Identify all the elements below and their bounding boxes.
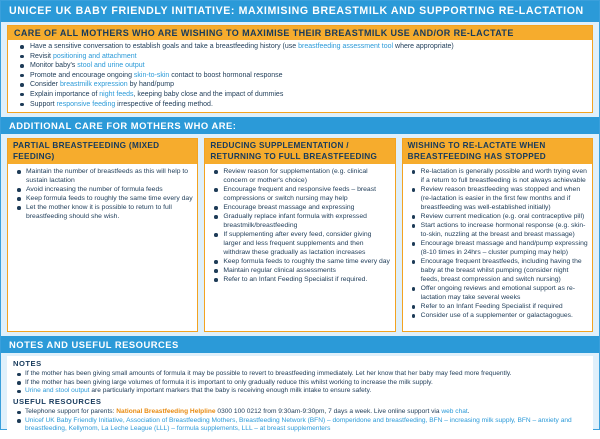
list-item: Keep formula feeds to roughly the same time every day (223, 258, 390, 266)
list-item: Gradually replace infant formula with expressed breastmilk/breastfeeding (223, 212, 390, 230)
item-text: Have a sensitive conversation to establish goals and take a breastfeeding history (use (30, 43, 299, 50)
notes-resources-box (7, 356, 593, 438)
care-all-list (8, 42, 592, 109)
list-item (30, 42, 586, 52)
breastmilk-expression-link[interactable]: breastmilk expression (59, 81, 128, 89)
item-text: are particularly important markers that the baby is receiving enough milk intake to ensure safety. (89, 386, 372, 394)
item-text: by hand/pump (127, 81, 174, 89)
item-text: 0300 100 0212 from 9:30am-9:30pm, 7 days a week. Live online support via (215, 408, 442, 416)
item-text: contact to boost hormonal response (169, 71, 283, 79)
column-list (8, 167, 197, 221)
list-item (30, 80, 586, 90)
item-text: , keeping baby close and the impact of dummies (133, 90, 284, 98)
item-text: If the mother has been giving large volumes of formula it is important to only gradually reduce this whilst working to increase the milk supply. (25, 378, 433, 386)
list-item: Encourage frequent and responsive feeds – breast compressions or switch nursing may help (223, 185, 390, 203)
item-text: If the mother has been giving small amounts of formula it may be possible to revert to breastfeeding immediately. Let her know that her baby may feed more frequently. (25, 370, 512, 378)
item-text: Promote and encourage ongoing (30, 71, 134, 79)
list-item: Consider use of a supplementer or galactagogues. (421, 311, 588, 320)
resources-label: USEFUL RESOURCES (13, 397, 102, 407)
column-list (205, 167, 394, 284)
list-item (25, 408, 581, 416)
list-item: Maintain the number of breastfeeds as this will help to sustain lactation (26, 167, 193, 185)
list-item (25, 379, 581, 387)
additional-care-columns (1, 138, 599, 332)
list-item: Review reason for supplementation (e.g. clinical concern or mother's choice) (223, 167, 390, 185)
list-item: Start actions to increase hormonal response (e.g. skin-to-skin, nuzzling at the breast and breast massage) (421, 221, 588, 239)
care-all-heading: CARE OF ALL MOTHERS WHO ARE WISHING TO MAXIMISE THEIR BREASTMILK USE AND/OR RE-LACTATE (8, 26, 592, 40)
list-item: Re-lactation is generally possible and worth trying even if a return to full breastfeeding is not always achievable (420, 168, 587, 185)
positioning-attachment-link[interactable]: positioning and attachment (52, 52, 137, 60)
column-list (403, 167, 592, 320)
column-heading: REDUCING SUPPLEMENTATION / RETURNING TO FULL BREASTFEEDING (205, 139, 394, 164)
night-feeds-link[interactable]: night feeds (99, 90, 134, 98)
item-text: Telephone support for parents: (25, 408, 117, 416)
helpline-name: National Breastfeeding Helpline (116, 408, 216, 416)
resource-links[interactable]: Unicef UK Baby Friendly Initiative, Association of Breastfeeding Mothers, Breastfeeding Network (BFN) – domperidone and breastfeeding, BFN – increasing milk supply, BFN – anxiety and breastfeeding, Kellymom, La Leche League (LLL) – formula supplements, LLL – at breast supplementers (25, 416, 572, 433)
notes-label: NOTES (13, 359, 42, 369)
list-item (25, 370, 581, 378)
list-item (30, 52, 586, 62)
notes-resources-heading: NOTES AND USEFUL RESOURCES (1, 336, 599, 353)
skin-to-skin-link[interactable]: skin-to-skin (133, 71, 170, 79)
list-item: Keep formula feeds to roughly the same time every day (26, 195, 193, 203)
breastfeeding-assessment-tool-link[interactable]: breastfeeding assessment tool (298, 43, 394, 50)
item-text: Revisit (30, 52, 53, 60)
list-item (25, 387, 581, 395)
stool-urine-output-link[interactable]: stool and urine output (77, 62, 145, 70)
notes-list (13, 370, 587, 395)
item-text: Explain importance of (30, 90, 100, 98)
list-item (25, 417, 581, 434)
column-heading: PARTIAL BREASTFEEDING (MIXED FEEDING) (8, 139, 197, 164)
item-text: irrespective of feeding method. (115, 100, 213, 108)
list-item: Offer ongoing reviews and emotional support as re-lactation may take several weeks (421, 284, 588, 302)
list-item: Encourage frequent breastfeeds, including having the baby at the breast whilst pumping (consider night feeds, breast compression and switch nursing) (421, 257, 588, 284)
list-item (30, 71, 586, 81)
list-item: Avoid increasing the number of formula feeds (26, 185, 193, 194)
column-heading: WISHING TO RE-LACTATE WHEN BREASTFEEDING HAS STOPPED (403, 139, 592, 164)
item-text: . (467, 408, 470, 416)
list-item: Review current medication (e.g. oral contraceptive pill) (421, 212, 588, 221)
relactation-column (402, 138, 593, 332)
care-all-box (7, 25, 593, 113)
page-title: UNICEF UK BABY FRIENDLY INITIATIVE: MAXIMISING BREASTMILK AND SUPPORTING RE-LACTATION (1, 1, 599, 22)
care-all-section (1, 25, 599, 113)
list-item (30, 90, 586, 100)
list-item: Maintain regular clinical assessments (223, 266, 390, 275)
item-text: where appropriate) (393, 43, 454, 50)
list-item (30, 100, 586, 110)
list-item: Refer to an Infant Feeding Specialist if required. (223, 275, 390, 284)
item-text: Consider (30, 81, 60, 89)
urine-stool-output-link[interactable]: Urine and stool output (25, 386, 90, 394)
reducing-supplementation-column (204, 138, 395, 332)
list-item: Encourage breast massage and expressing (223, 203, 390, 212)
responsive-feeding-link[interactable]: responsive feeding (56, 100, 116, 108)
list-item: Refer to an Infant Feeding Specialist if required (421, 302, 588, 311)
item-text: Monitor baby's (30, 62, 78, 70)
list-item: If supplementing after every feed, consider giving larger and less frequent supplements and then withdraw these gradually as lactation increases (223, 230, 390, 257)
list-item: Encourage breast massage and hand/pump expressing (8-10 times in 24hrs – cluster pumping may help) (420, 240, 588, 257)
list-item: Review reason breastfeeding was stopped and when (re-lactation is easier in the first few months and if breastfeeding was well-established initially) (421, 185, 588, 212)
list-item: Let the mother know it is possible to return to full breastfeeding should she wish. (26, 203, 193, 221)
list-item (30, 61, 586, 71)
partial-breastfeeding-column (7, 138, 198, 332)
item-text: Support (30, 100, 57, 108)
web-chat-link[interactable]: web chat (441, 408, 468, 416)
additional-care-heading: ADDITIONAL CARE FOR MOTHERS WHO ARE: (1, 117, 599, 134)
